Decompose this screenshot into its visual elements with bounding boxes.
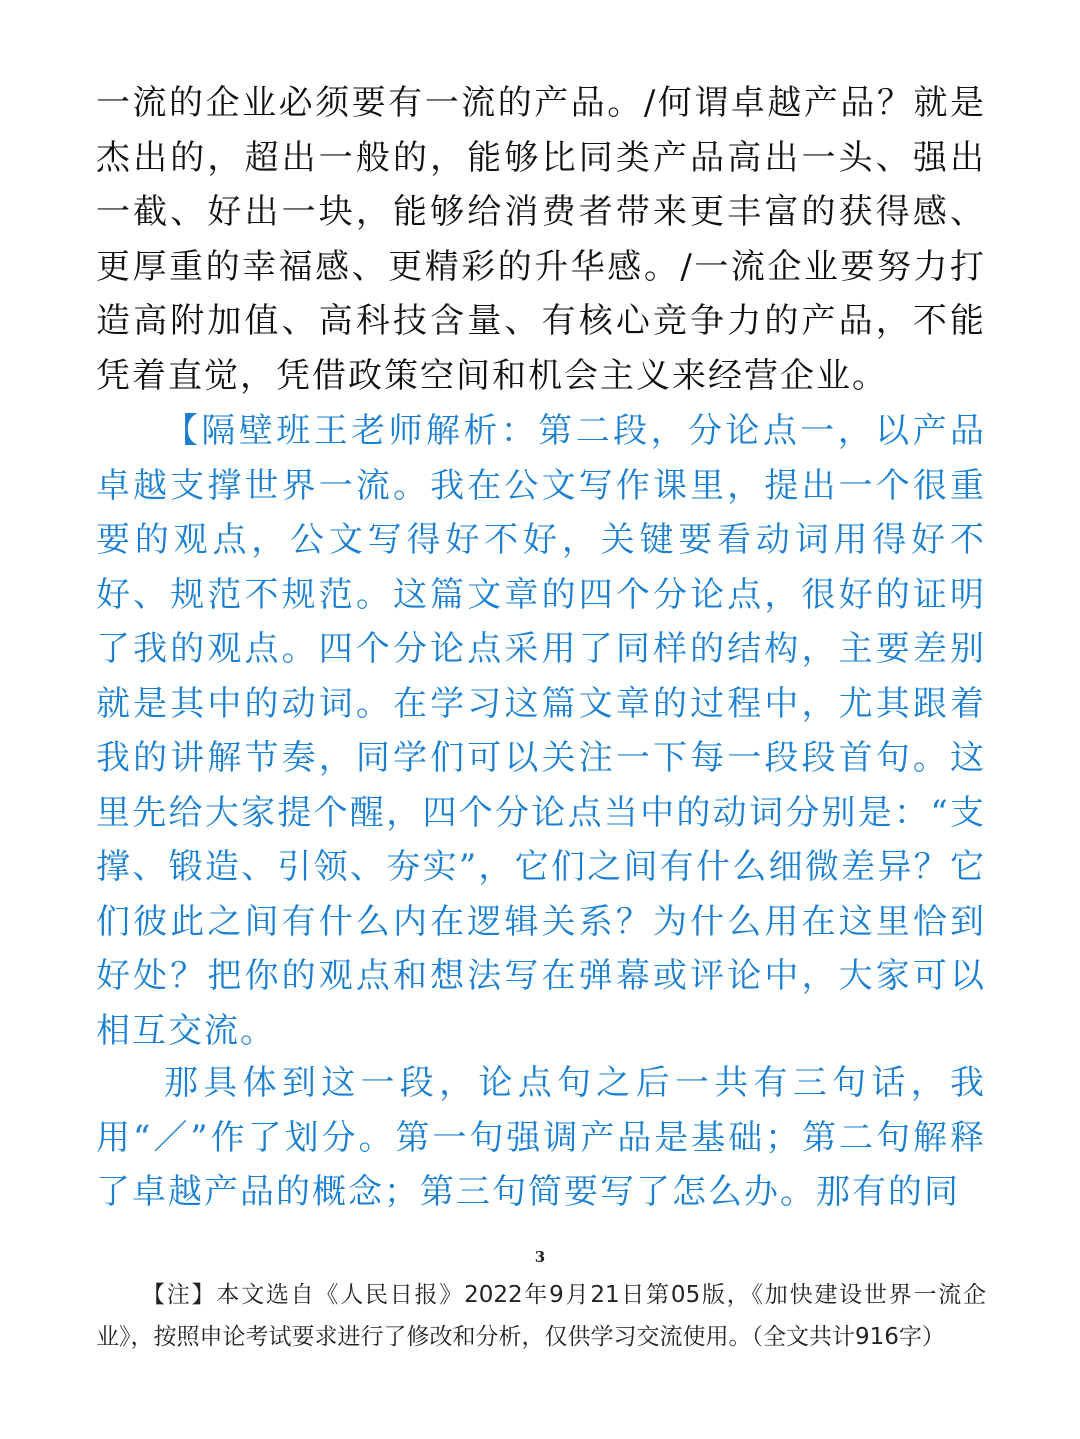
article-paragraph: 一流的企业必须要有一流的产品。/何谓卓越产品？就是杰出的，超出一般的，能够比同类产品高出一头、强出一截、好出一块，能够给消费者带来更丰富的获得感、更厚重的幸福感、更精彩的升华感。/一流企业要努力打造高附加值、高科技含量、有核心竞争力的产品，不能凭着直觉，凭借政策空间和机会主义来经营企业。 <box>96 83 986 396</box>
source-note: 【注】本文选自《人民日报》2022年9月21日第05版，《加快建设世界一流企业》，按照申论考试要求进行了修改和分析，仅供学习交流使用。（全文共计916字） <box>96 1282 986 1350</box>
analysis-paragraph-continued: 那具体到这一段，论点句之后一共有三句话，我用“／”作了划分。第一句强调产品是基础；第二句解释了卓越产品的概念；第三句简要写了怎么办。那有的同 <box>96 1063 986 1212</box>
page-number: 3 <box>534 1248 546 1266</box>
analysis-paragraph: 【隔壁班王老师解析：第二段，分论点一，以产品卓越支撑世界一流。我在公文写作课里，提出一个很重要的观点，公文写得好不好，关键要看动词用得好不好、规范不规范。这篇文章的四个分论点，很好的证明了我的观点。四个分论点采用了同样的结构，主要差别就是其中的动词。在学习这篇文章的过程中，尤其跟着我的讲解节奏，同学们可以关注一下每一段段首句。这里先给大家提个醒，四个分论点当中的动词分别是：“支撑、锻造、引领、夯实”，它们之间有什么细微差异？它们彼此之间有什么内在逻辑关系？为什么用在这里恰到好处？把你的观点和想法写在弹幕或评论中，大家可以相互交流。 <box>96 411 986 1051</box>
